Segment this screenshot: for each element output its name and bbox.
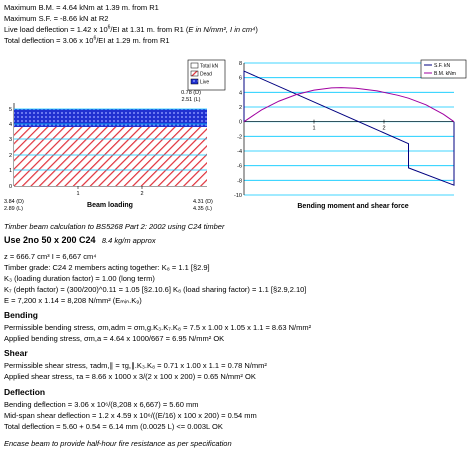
total-defl-a: Total deflection = 3.06 x 10 [4, 36, 94, 45]
bmsf-y-tick: 4 [238, 90, 242, 97]
r2-live: 4.35 (L) [193, 206, 212, 212]
shear-applied: Applied shear stress, τa = 8.66 x 1000 x 3/(2 x 100 x 200) = 0.65 N/mm² OK [4, 372, 256, 381]
top-load-dead: 0.78 (D) [181, 90, 201, 96]
bmsf-y-tick: -2 [237, 134, 242, 141]
legend-dead: Dead [200, 71, 212, 78]
beam-y-tick-0: 0 [8, 184, 12, 190]
beam-legend [188, 60, 225, 90]
bmsf-y-tick: -8 [237, 178, 242, 185]
beam-y-tick-4: 4 [8, 122, 12, 128]
beam-y-tick-3: 3 [8, 137, 12, 143]
live-defl-b: /EI at 1.31 m. from R1 ( [110, 25, 189, 34]
beam-y-tick-2: 2 [8, 153, 12, 159]
beam-y-tick-1: 1 [8, 168, 12, 174]
deflection-heading: Deflection [4, 387, 46, 397]
shear-deflection: Mid-span shear deflection = 1.2 x 4.59 x 10⁶/((E/16) x 100 x 200) = 0.54 mm [4, 411, 257, 420]
bmsf-caption: Bending moment and shear force [297, 203, 409, 210]
legend-live: Live [200, 79, 210, 86]
live-defl-a: Live load deflection = 1.42 x 10 [4, 25, 108, 34]
bmsf-x-tick: 2 [382, 125, 386, 132]
total-deflection: Total deflection = 5.60 + 0.54 = 6.14 mm (0.0025 L) <= 0.003L OK [4, 422, 223, 431]
bmsf-y-tick: -4 [237, 149, 242, 155]
z-line: z = 666.7 cm³ I = 6,667 cm⁴ [4, 252, 97, 261]
fire-note: Encase beam to provide half-hour fire resistance as per specification [4, 439, 232, 448]
bending-applied: Applied bending stress, σm,a = 4.64 x 1000/667 = 6.95 N/mm² OK [4, 334, 225, 343]
bending-heading: Bending [4, 310, 38, 320]
calc-title: Timber beam calculation to BS5268 Part 2: 2002 using C24 timber [4, 222, 225, 231]
live-defl-exp: 6 [107, 24, 111, 31]
max-bm-text: Maximum B.M. = 4.64 kNm at 1.39 m. from R1 [4, 3, 159, 12]
grade-line: Timber grade: C24 2 members acting together: K₈ = 1.1 [§2.9] [4, 263, 210, 272]
top-load-live: 2.51 (L) [181, 97, 201, 103]
k3-line: K₃ (loading duration factor) = 1.00 (long term) [4, 274, 155, 283]
dead-load-band [14, 127, 207, 186]
bmsf-y-tick: 6 [238, 75, 242, 82]
bmsf-legend [421, 60, 466, 78]
total-deflection-text [4, 36, 170, 45]
total-defl-b: /EI at 1.29 m. from R1 [96, 36, 170, 45]
e-line: E = 7,200 x 1.14 = 8,208 N/mm² (Eₘᵢₙ.K₉) [4, 296, 142, 305]
r1-dead: 3.84 (D) [4, 199, 24, 205]
shear-heading: Shear [4, 348, 28, 358]
beam-y-tick-5: 5 [8, 107, 12, 113]
live-defl-c: ) [255, 25, 258, 34]
bmsf-y-tick: 8 [238, 61, 242, 67]
r2-dead: 4.31 (D) [193, 199, 213, 205]
bmsf-y-tick: 2 [238, 105, 242, 111]
bm-sf-chart [232, 55, 472, 215]
use-member: Use 2no 50 x 200 C24 [4, 235, 96, 245]
legend-total: Total kN [200, 63, 219, 70]
legend-bm: B.M. kNm [434, 71, 456, 77]
live-deflection-text [4, 25, 258, 34]
bending-deflection: Bending deflection = 3.06 x 10⁶/(8,208 x 6,667) = 5.60 mm [4, 400, 199, 409]
max-sf-text: Maximum S.F. = -8.66 kN at R2 [4, 14, 109, 23]
bmsf-y-tick: 0 [238, 119, 242, 126]
bmsf-x-tick: 1 [312, 125, 316, 132]
bmsf-y-tick: -6 [237, 163, 242, 170]
total-defl-exp: 6 [93, 35, 97, 42]
beam-x-tick-2: 2 [140, 191, 144, 197]
live-defl-units: E in N/mm², I in cm⁴ [188, 25, 256, 34]
beam-loading-diagram [0, 55, 230, 215]
use-weight: 8.4 kg/m approx [101, 236, 156, 245]
beam-loading-caption: Beam loading [87, 202, 133, 209]
shear-permissible: Permissible shear stress, τadm,∥ = τg,∥.K₃.K₈ = 0.71 x 1.00 x 1.1 = 0.78 N/mm² [4, 361, 267, 370]
bending-permissible: Permissible bending stress, σm,adm = σm,g.K₃.K₇.K₈ = 7.5 x 1.00 x 1.05 x 1.1 = 8.63 N/mm² [4, 323, 312, 332]
use-line [4, 236, 156, 245]
legend-sf: S.F. kN [434, 63, 451, 69]
k7-line: K₇ (depth factor) = (300/200)^0.11 = 1.05 [§2.10.6] K₈ (load sharing factor) = 1.1 [§2.9,2.10] [4, 285, 307, 294]
r1-live: 2.89 (L) [4, 206, 23, 212]
beam-x-tick-1: 1 [76, 191, 80, 197]
bmsf-y-tick: -10 [234, 193, 242, 199]
